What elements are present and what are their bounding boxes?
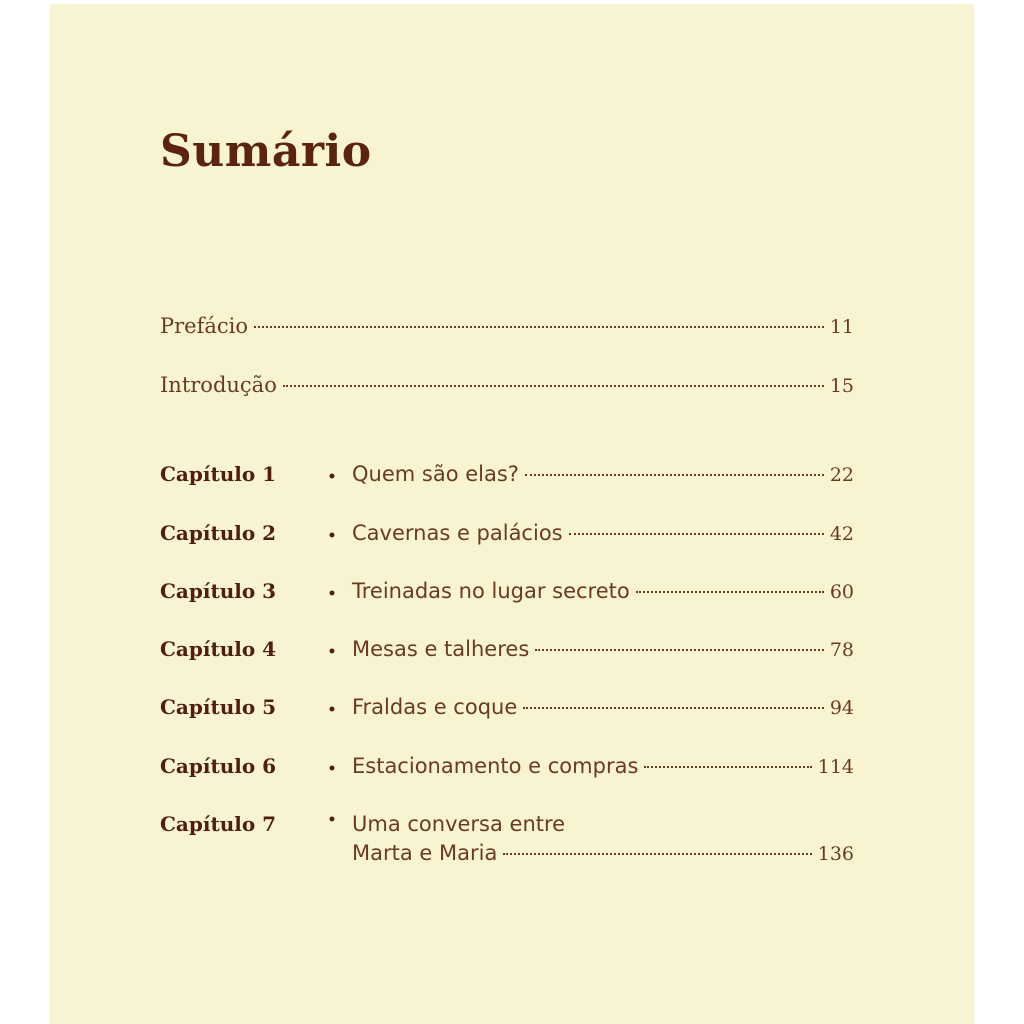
toc-page-number: 78 <box>829 639 854 661</box>
toc-page-number: 114 <box>817 756 854 778</box>
chapter-label: Capítulo 3 <box>160 579 277 603</box>
chapter-label: Capítulo 6 <box>160 754 277 778</box>
bullet-separator: • <box>327 702 337 718</box>
toc-entry-chapter-2 <box>160 521 854 555</box>
toc-entry-title: Introdução <box>160 373 277 397</box>
toc-entry-title: Prefácio <box>160 314 249 338</box>
toc-entry-chapter-6 <box>160 754 854 788</box>
toc-page-number: 15 <box>829 375 854 397</box>
toc-entry-chapter-4 <box>160 637 854 671</box>
dot-leader <box>525 474 824 476</box>
dot-leader <box>636 591 824 593</box>
toc-entry-chapter-7 <box>160 812 854 876</box>
chapter-title: Quem são elas? <box>352 462 519 486</box>
bullet-separator: • <box>327 586 337 602</box>
chapter-title: Estacionamento e compras <box>352 754 639 778</box>
chapter-title: Mesas e talheres <box>352 637 530 661</box>
toc-page-number: 60 <box>829 581 854 603</box>
dot-leader <box>523 707 824 709</box>
chapter-title: Fraldas e coque <box>352 695 518 719</box>
chapter-title: Treinadas no lugar secreto <box>352 579 630 603</box>
bullet-separator: • <box>327 761 337 777</box>
toc-entry-prefacio <box>160 314 854 348</box>
chapter-label: Capítulo 4 <box>160 637 277 661</box>
toc-entry-introducao <box>160 373 854 407</box>
toc-page-number: 94 <box>829 697 854 719</box>
bullet-separator: • <box>327 812 337 828</box>
chapter-label: Capítulo 1 <box>160 462 277 486</box>
dot-leader <box>503 853 811 855</box>
dot-leader <box>254 326 824 328</box>
dot-leader <box>644 766 811 768</box>
dot-leader <box>569 533 824 535</box>
chapter-title: Cavernas e palácios <box>352 521 563 545</box>
toc-entry-chapter-1 <box>160 462 854 496</box>
book-page <box>50 4 974 1024</box>
chapter-title-line-1: Uma conversa entre <box>352 812 566 836</box>
chapter-title-block <box>352 812 854 870</box>
toc-page-number: 136 <box>817 843 854 865</box>
chapter-label: Capítulo 2 <box>160 521 277 545</box>
toc-entry-chapter-5 <box>160 695 854 729</box>
chapter-label: Capítulo 5 <box>160 695 277 719</box>
chapter-label: Capítulo 7 <box>160 812 277 836</box>
bullet-separator: • <box>327 644 337 660</box>
toc-page-number: 22 <box>829 464 854 486</box>
dot-leader <box>283 385 824 387</box>
toc-page-number: 11 <box>829 316 854 338</box>
toc-entry-chapter-3 <box>160 579 854 613</box>
bullet-separator: • <box>327 528 337 544</box>
dot-leader <box>535 649 824 651</box>
bullet-separator: • <box>327 469 337 485</box>
toc-page-number: 42 <box>829 523 854 545</box>
page-title: Sumário <box>160 126 372 177</box>
chapter-title-line-2: Marta e Maria <box>352 841 498 865</box>
